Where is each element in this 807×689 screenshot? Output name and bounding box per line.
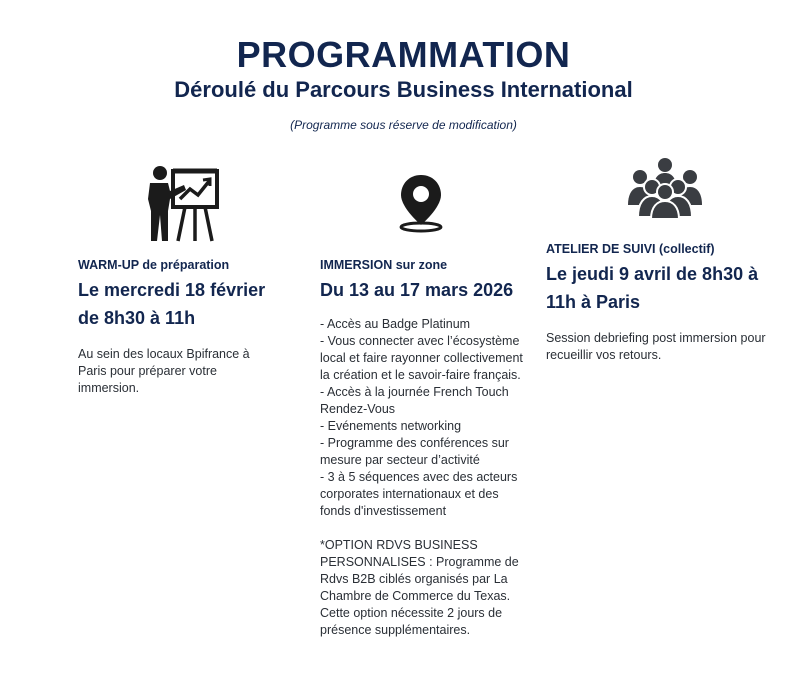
- immersion-date: Du 13 au 17 mars 2026: [320, 280, 514, 300]
- followup-column: [546, 242, 786, 364]
- warmup-column: [78, 258, 278, 397]
- group-icon: [626, 157, 704, 224]
- presentation-icon: [140, 163, 222, 248]
- warmup-label: WARM-UP de préparation: [78, 258, 230, 272]
- disclaimer-note: (Programme sous réserve de modification): [290, 118, 517, 132]
- warmup-date: Le mercredi 18 février de 8h30 à 11h: [78, 280, 266, 328]
- page-subtitle: Déroulé du Parcours Business International: [174, 77, 633, 102]
- followup-label: ATELIER DE SUIVI (collectif): [546, 242, 715, 256]
- page-title: PROGRAMMATION: [236, 34, 571, 75]
- followup-date: Le jeudi 9 avril de 8h30 à 11h à Paris: [546, 264, 759, 312]
- warmup-description: Au sein des locaux Bpifrance à Paris pour préparer votre immersion.: [78, 347, 250, 395]
- followup-description: Session debriefing post immersion pour recueillir vos retours.: [546, 331, 766, 362]
- location-pin-icon: [396, 173, 446, 238]
- immersion-label: IMMERSION sur zone: [320, 258, 448, 272]
- immersion-description: - Accès au Badge Platinum - Vous connecter avec l’écosystème local et faire rayonner collectivement la création et le savoir-faire français. - Accès à la journée French Touch Rendez-Vous - Evénements networking - Programme des conférences sur mesure par secteur d’activité - 3 à 5 séquences avec des acteurs corporates internationaux et des fonds d'investissement *OPTION RDVS BUSINESS PERSONNALISES : Programme de Rdvs B2B ciblés organisés par La Chambre de Commerce du Texas. Cette option nécessite 2 jours de présence supplémentaires.: [320, 317, 523, 637]
- immersion-column: [320, 258, 530, 639]
